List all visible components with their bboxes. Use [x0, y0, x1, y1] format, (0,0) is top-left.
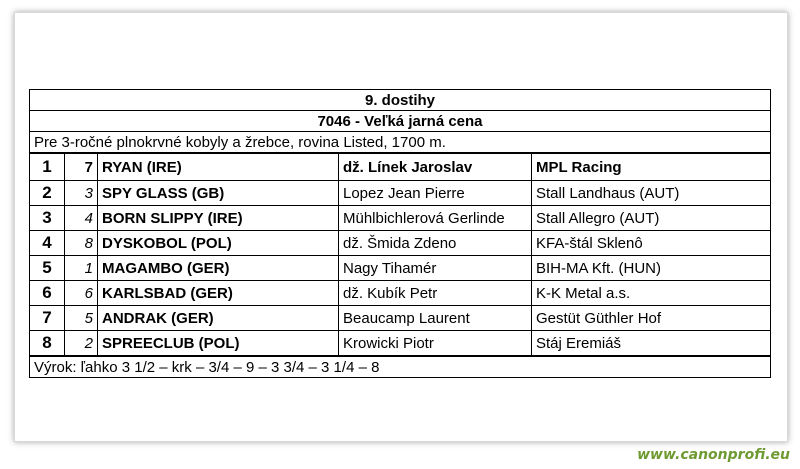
table-row	[30, 281, 771, 306]
horse-name: DYSKOBOL (POL)	[98, 231, 339, 256]
race-conditions-row	[30, 132, 771, 154]
table-row	[30, 256, 771, 281]
jockey-name: dž. Línek Jaroslav	[339, 153, 532, 181]
table-row	[30, 306, 771, 331]
start-number: 3	[65, 181, 98, 206]
horse-name: SPREECLUB (POL)	[98, 331, 339, 357]
horse-name: MAGAMBO (GER)	[98, 256, 339, 281]
race-name-row	[30, 111, 771, 132]
horse-name: KARLSBAD (GER)	[98, 281, 339, 306]
verdict-row	[30, 356, 771, 378]
start-number: 6	[65, 281, 98, 306]
placing: 8	[30, 331, 65, 357]
race-verdict: Výrok: ľahko 3 1/2 – krk – 3/4 – 9 – 3 3/4 – 3 1/4 – 8	[30, 356, 771, 378]
table-row	[30, 206, 771, 231]
jockey-name: Mühlbichlerová Gerlinde	[339, 206, 532, 231]
race-results-table	[29, 89, 771, 378]
owner-name: Gestüt Güthler Hof	[532, 306, 771, 331]
jockey-name: dž. Šmida Zdeno	[339, 231, 532, 256]
jockey-name: Nagy Tihamér	[339, 256, 532, 281]
owner-name: Stall Allegro (AUT)	[532, 206, 771, 231]
watermark-link[interactable]: www.canonprofi.eu	[637, 447, 790, 463]
start-number: 5	[65, 306, 98, 331]
start-number: 4	[65, 206, 98, 231]
jockey-name: Lopez Jean Pierre	[339, 181, 532, 206]
owner-name: Stáj Eremiáš	[532, 331, 771, 357]
placing: 3	[30, 206, 65, 231]
placing: 6	[30, 281, 65, 306]
owner-name: K-K Metal a.s.	[532, 281, 771, 306]
horse-name: ANDRAK (GER)	[98, 306, 339, 331]
jockey-name: Krowicki Piotr	[339, 331, 532, 357]
placing: 4	[30, 231, 65, 256]
owner-name: BIH-MA Kft. (HUN)	[532, 256, 771, 281]
placing: 2	[30, 181, 65, 206]
placing: 1	[30, 153, 65, 181]
race-conditions: Pre 3-ročné plnokrvné kobyly a žrebce, rovina Listed, 1700 m.	[30, 132, 771, 154]
placing: 7	[30, 306, 65, 331]
race-name: 7046 - Veľká jarná cena	[30, 111, 771, 132]
horse-name: BORN SLIPPY (IRE)	[98, 206, 339, 231]
jockey-name: dž. Kubík Petr	[339, 281, 532, 306]
horse-name: SPY GLASS (GB)	[98, 181, 339, 206]
horse-name: RYAN (IRE)	[98, 153, 339, 181]
document-page	[14, 12, 788, 442]
table-row	[30, 331, 771, 357]
table-row	[30, 181, 771, 206]
jockey-name: Beaucamp Laurent	[339, 306, 532, 331]
start-number: 7	[65, 153, 98, 181]
table-row	[30, 153, 771, 181]
race-title-row	[30, 90, 771, 111]
table-row	[30, 231, 771, 256]
start-number: 2	[65, 331, 98, 357]
race-title: 9. dostihy	[30, 90, 771, 111]
owner-name: KFA-štál Sklenô	[532, 231, 771, 256]
owner-name: MPL Racing	[532, 153, 771, 181]
owner-name: Stall Landhaus (AUT)	[532, 181, 771, 206]
placing: 5	[30, 256, 65, 281]
start-number: 1	[65, 256, 98, 281]
start-number: 8	[65, 231, 98, 256]
